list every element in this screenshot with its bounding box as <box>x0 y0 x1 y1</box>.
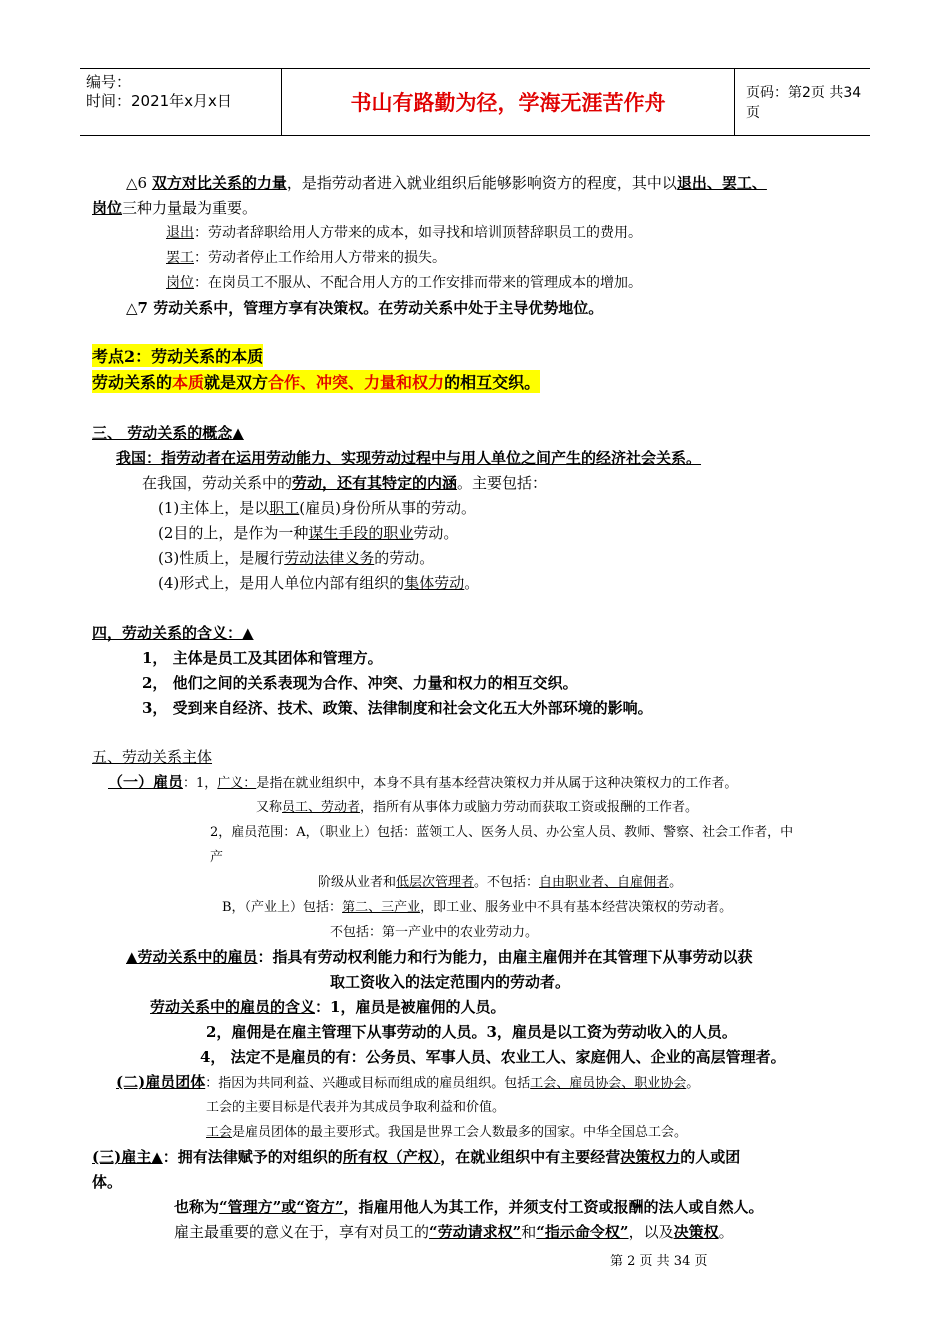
text: 合作、冲突、力量和权力 <box>268 373 445 392</box>
text: (二)雇员团体 <box>116 1073 206 1091</box>
text: 第二、三产业 <box>342 900 421 915</box>
text: 员工、劳动者 <box>282 800 361 815</box>
text: △6 <box>126 174 152 192</box>
employee-scope-a-wrap: 产 <box>210 850 224 865</box>
union-main-form <box>206 1121 687 1140</box>
text: (2目的上，是作为一种 <box>158 524 309 542</box>
text: 的相互交织。 <box>444 373 541 392</box>
section-3-item-2 <box>158 522 458 543</box>
kaodian-2-title: 考点2：劳动关系的本质 <box>92 344 263 367</box>
labor-employee-meaning-2: 2，雇佣是在雇主管理下从事劳动的人员。3，雇员是以工资为劳动收入的人员。 <box>206 1023 737 1041</box>
text: 也称为 <box>174 1198 220 1216</box>
text: ：在岗员工不服从、不配合用人方的工作安排而带来的管理成本的增加。 <box>194 275 642 291</box>
text: 劳动关系中的雇员的含义 <box>150 998 316 1016</box>
labor-employee-def-cont: 取工资收入的法定范围内的劳动者。 <box>330 973 571 991</box>
term-tuichu <box>166 222 642 242</box>
text: 职工 <box>269 499 300 517</box>
text: 广义： <box>217 776 257 791</box>
employer-significance <box>174 1221 734 1242</box>
labor-employee-def <box>126 946 753 967</box>
text: ，指雇用他人为其工作，并须支付工资或报酬的法人或自然人。 <box>343 1198 764 1216</box>
text: 退出、罢工、 <box>676 174 767 192</box>
text: 低层次管理者 <box>396 875 475 890</box>
text: ，在就业组织中有主要经营 <box>440 1148 621 1166</box>
employee-broad-def <box>108 771 737 792</box>
kaodian-2-statement <box>92 370 540 393</box>
employee-scope-a: 2，雇员范围：A，（职业上）包括：蓝领工人、医务人员、办公室人员、教师、警察、社会工作者，中 <box>210 825 794 840</box>
header-page-label: 页码：第2页 共34页 <box>746 85 862 121</box>
text: 。 <box>718 1223 734 1241</box>
term-gangwei <box>166 272 642 292</box>
text: (3)性质上，是履行 <box>158 549 285 567</box>
para-7: △7 劳动关系中，管理方享有决策权。在劳动关系中处于主导优势地位。 <box>126 299 604 317</box>
doc-number-label: 编号： <box>86 73 132 91</box>
text: ：指具有劳动权利能力和行为能力，由雇主雇佣并在其管理下从事劳动以获 <box>257 948 753 966</box>
section-5-title: 五、劳动关系主体 <box>92 748 213 766</box>
text: ：劳动者停止工作给用人方带来的损失。 <box>194 250 446 266</box>
text: 的人或团 <box>680 1148 741 1166</box>
text: 决策权 <box>673 1223 719 1241</box>
para-6-line1 <box>126 172 767 193</box>
text: “指示命令权” <box>536 1223 629 1241</box>
text: 和 <box>521 1223 537 1241</box>
employee-scope-a-cont <box>318 871 682 890</box>
section-4-item-3: 3， 受到来自经济、技术、政策、法律制度和社会文化五大外部环境的影响。 <box>142 699 653 717</box>
union-goal: 工会的主要目标是代表并为其成员争取利益和价值。 <box>206 1100 506 1115</box>
labor-employee-meaning-1 <box>150 996 505 1017</box>
text: ，是指劳动者进入就业组织后能够影响资方的程度，其中以 <box>286 174 677 192</box>
text: 。 <box>464 574 480 592</box>
header-motto: 书山有路勤为径，学海无涯苦作舟 <box>282 69 735 135</box>
text: 工会 <box>206 1125 233 1140</box>
text: 。 <box>686 1076 700 1091</box>
text: 罢工 <box>166 250 194 266</box>
text: ：拥有法律赋予的对组织的 <box>162 1148 343 1166</box>
text: （一）雇员 <box>108 773 184 791</box>
section-3-item-4 <box>158 572 479 593</box>
text: ，即工业、服务业中不具有基本经营决策权的劳动者。 <box>420 900 733 915</box>
section-3-definition: 我国：指劳动者在运用劳动能力、实现劳动过程中与用人单位之间产生的经济社会关系。 <box>116 449 702 467</box>
text: B，（产业上）包括： <box>222 900 343 915</box>
section-4-item-2: 2， 他们之间的关系表现为合作、冲突、力量和权力的相互交织。 <box>142 674 578 692</box>
text: “管理方”或“资方” <box>219 1198 344 1216</box>
text: 工会、雇员协会、职业协会 <box>530 1076 687 1091</box>
text: 劳动法律义务 <box>284 549 375 567</box>
text: 又称 <box>256 800 283 815</box>
text: (1)主体上，是以 <box>158 499 270 517</box>
text: ▲劳动关系中的雇员 <box>126 948 258 966</box>
text: 。主要包括： <box>457 474 548 492</box>
text: ，以及 <box>628 1223 674 1241</box>
employee-group-def <box>116 1071 699 1092</box>
text: 自由职业者、自雇佣者 <box>539 875 670 890</box>
employee-alias <box>256 796 698 815</box>
section-3-item-3 <box>158 547 434 568</box>
text: 所有权（产权） <box>342 1148 441 1166</box>
text: 阶级从业者和 <box>318 875 397 890</box>
text: 。 <box>669 875 683 890</box>
para-6-line2 <box>92 197 257 218</box>
labor-employee-meaning-4: 4， 法定不是雇员的有：公务员、军事人员、农业工人、家庭佣人、企业的高层管理者。 <box>200 1048 786 1066</box>
text: 劳动关系的 <box>92 373 173 392</box>
text: 劳动。 <box>413 524 459 542</box>
footer-page-number: 第 2 页 共 34 页 <box>610 1254 708 1269</box>
text: 谋生手段的职业 <box>308 524 414 542</box>
section-3-title: 三、 劳动关系的概念▲ <box>92 424 244 442</box>
text: ：1， <box>183 776 218 791</box>
section-3-intro <box>142 472 547 493</box>
term-bagong <box>166 247 446 267</box>
text: ：劳动者辞职给用人方带来的成本，如寻找和培训顶替辞职员工的费用。 <box>194 225 642 241</box>
text: 是指在就业组织中，本身不具有基本经营决策权力并从属于这种决策权力的工作者。 <box>256 776 738 791</box>
doc-date-label: 时间：2021年x月x日 <box>86 92 232 110</box>
page-header <box>80 68 870 136</box>
text: 就是双方 <box>204 373 269 392</box>
text: (三)雇主▲ <box>92 1148 163 1166</box>
text: 在我国，劳动关系中的 <box>142 474 293 492</box>
text: 劳动，还有其特定的内涵 <box>292 474 458 492</box>
header-meta <box>80 69 282 135</box>
text: ：指因为共同利益、兴趣或目标而组成的雇员组织。包括 <box>205 1076 531 1091</box>
text: 集体劳动 <box>404 574 465 592</box>
section-4-title: 四，劳动关系的含义：▲ <box>92 624 254 642</box>
section-4-item-1: 1， 主体是员工及其团体和管理方。 <box>142 649 383 667</box>
employer-def-cont: 体。 <box>92 1173 123 1191</box>
employee-scope-b <box>222 896 732 915</box>
text: 决策权力 <box>620 1148 681 1166</box>
text: 退出 <box>166 225 194 241</box>
text: 是雇员团体的最主要形式。我国是世界工会人数最多的国家。中华全国总工会。 <box>232 1125 688 1140</box>
text: 雇主最重要的意义在于，享有对员工的 <box>174 1223 430 1241</box>
text: ，指所有从事体力或脑力劳动而获取工资或报酬的工作者。 <box>360 800 699 815</box>
text: 岗位 <box>92 199 123 217</box>
text: 双方对比关系的力量 <box>151 174 287 192</box>
employee-scope-b-exclude: 不包括：第一产业中的农业劳动力。 <box>330 925 539 940</box>
text: 的劳动。 <box>374 549 435 567</box>
text: ：1，雇员是被雇佣的人员。 <box>315 998 506 1016</box>
text: 岗位 <box>166 275 194 291</box>
text: 三种力量最为重要。 <box>122 199 258 217</box>
text: 本质 <box>172 373 205 392</box>
text: (4)形式上，是用人单位内部有组织的 <box>158 574 405 592</box>
employer-alias <box>174 1196 764 1217</box>
text: (雇员)身份所从事的劳动。 <box>299 499 476 517</box>
employer-def <box>92 1146 740 1167</box>
text: “劳动请求权” <box>429 1223 522 1241</box>
section-3-item-1 <box>158 497 476 518</box>
text: 。不包括： <box>474 875 540 890</box>
